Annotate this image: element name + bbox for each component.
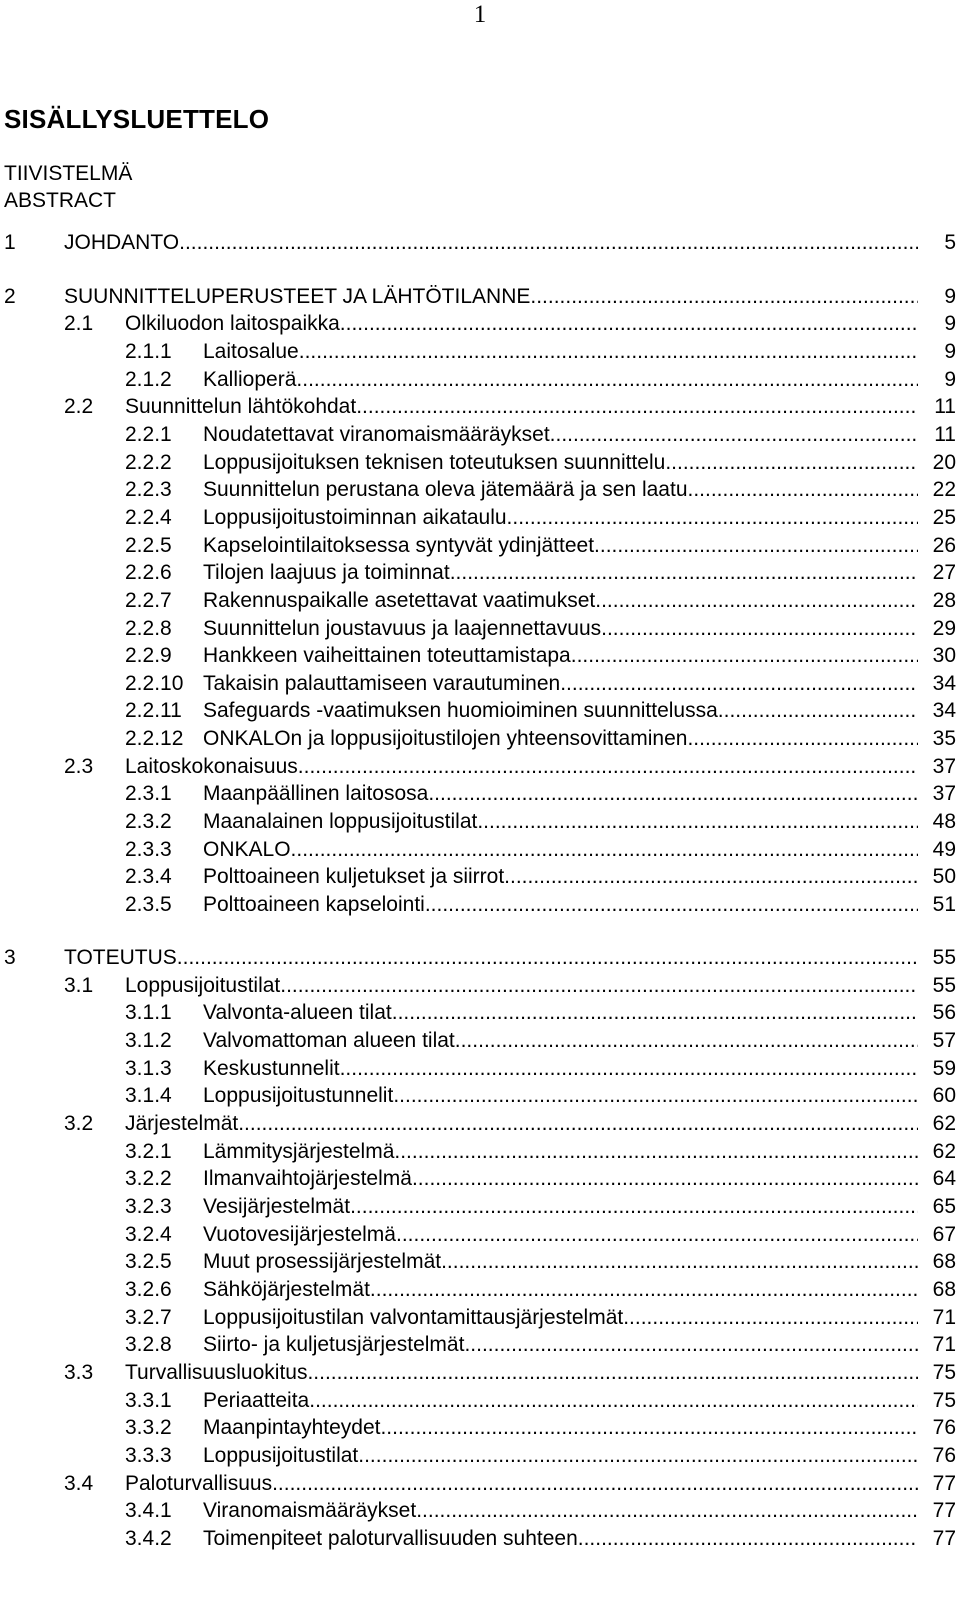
toc-entry-title: Valvonta-alueen tilat xyxy=(203,1001,392,1024)
toc-entry-page: 55 xyxy=(932,974,956,997)
toc-entry-page: 9 xyxy=(944,312,956,335)
toc-entry-title: Maanpäällinen laitososa xyxy=(203,782,429,805)
toc-entry-page: 65 xyxy=(932,1195,956,1218)
toc-entry-number: 2.2.2 xyxy=(125,451,172,474)
toc-entry-number: 2 xyxy=(4,285,16,308)
toc-entry[interactable] xyxy=(0,999,960,1027)
toc-entry-number: 2.2.4 xyxy=(125,506,172,529)
dot-leader xyxy=(340,1055,918,1083)
toc-entry-number: 2.2.11 xyxy=(125,699,182,722)
toc-entry-page: 68 xyxy=(932,1278,956,1301)
toc-entry-title: Polttoaineen kuljetukset ja siirrot xyxy=(203,865,505,888)
toc-entry-number: 3.2.1 xyxy=(125,1140,172,1163)
toc-entry-number: 3.2.6 xyxy=(125,1278,172,1301)
dot-leader xyxy=(560,670,918,698)
toc-entry-number: 3.4.2 xyxy=(125,1527,172,1550)
dot-leader xyxy=(296,366,918,394)
toc-entry[interactable] xyxy=(0,863,960,891)
toc-entry-title: Laitosalue xyxy=(203,340,299,363)
toc-entry[interactable] xyxy=(0,1470,960,1498)
toc-entry-number: 1 xyxy=(4,231,16,254)
dot-leader xyxy=(298,753,918,781)
toc-entry-title: Toimenpiteet paloturvallisuuden suhteen xyxy=(203,1527,578,1550)
dot-leader xyxy=(595,587,918,615)
toc-entry-page: 75 xyxy=(932,1361,956,1384)
toc-entry-number: 2.2.3 xyxy=(125,478,172,501)
toc-entry-title: Järjestelmät xyxy=(125,1112,239,1135)
toc-entry[interactable] xyxy=(0,393,960,421)
toc-entry[interactable] xyxy=(0,836,960,864)
toc-entry-number: 2.2.6 xyxy=(125,561,172,584)
dot-leader xyxy=(396,1221,918,1249)
toc-entry-page: 76 xyxy=(932,1416,956,1439)
toc-entry-title: Noudatettavat viranomaismääräykset xyxy=(203,423,550,446)
toc-entry-title: TOTEUTUS xyxy=(64,946,177,969)
toc-heading: SISÄLLYSLUETTELO xyxy=(4,104,270,134)
toc-entry-number: 3.1.4 xyxy=(125,1084,172,1107)
dot-leader xyxy=(507,504,918,532)
toc-entry[interactable] xyxy=(0,642,960,670)
toc-entry[interactable] xyxy=(0,559,960,587)
toc-entry[interactable] xyxy=(0,1193,960,1221)
toc-entry-title: Sähköjärjestelmät xyxy=(203,1278,370,1301)
toc-entry-number: 3.2.2 xyxy=(125,1167,172,1190)
toc-entry-title: Suunnittelun joustavuus ja laajennettavuus xyxy=(203,617,602,640)
toc-entry-page: 60 xyxy=(932,1084,956,1107)
toc-entry-title: Suunnittelun lähtökohdat xyxy=(125,395,357,418)
toc-entry-page: 9 xyxy=(944,285,956,308)
toc-entry-title: Periaatteita xyxy=(203,1389,310,1412)
dot-leader xyxy=(307,1359,918,1387)
toc-entry-title: ONKALO xyxy=(203,838,291,861)
dot-leader xyxy=(350,1193,918,1221)
toc-entry-title: Takaisin palauttamiseen varautuminen xyxy=(203,672,561,695)
toc-entry-number: 2.2.1 xyxy=(125,423,172,446)
dot-leader xyxy=(380,1414,918,1442)
toc-entry[interactable] xyxy=(0,1304,960,1332)
toc-entry-page: 35 xyxy=(932,727,956,750)
toc-entry-number: 2.2.10 xyxy=(125,672,184,695)
dot-leader xyxy=(370,1276,918,1304)
toc-entry-page: 9 xyxy=(944,340,956,363)
toc-entry-page: 64 xyxy=(932,1167,956,1190)
toc-entry-number: 3.1 xyxy=(64,974,94,997)
toc-entry-title: Paloturvallisuus xyxy=(125,1472,273,1495)
toc-entry-title: Vesijärjestelmät xyxy=(203,1195,351,1218)
toc-entry-title: Olkiluodon laitospaikka xyxy=(125,312,340,335)
toc-entry-number: 2.3.5 xyxy=(125,893,172,916)
toc-entry-number: 3.3.1 xyxy=(125,1389,172,1412)
dot-leader xyxy=(428,780,918,808)
toc-entry[interactable] xyxy=(0,1082,960,1110)
toc-entry[interactable] xyxy=(0,1525,960,1553)
toc-entry-page: 77 xyxy=(932,1472,956,1495)
toc-entry-page: 75 xyxy=(932,1389,956,1412)
dot-leader xyxy=(177,944,918,972)
toc-entry-page: 55 xyxy=(932,946,956,969)
toc-entry-number: 3.2.7 xyxy=(125,1306,172,1329)
toc-entry[interactable] xyxy=(0,421,960,449)
dot-leader xyxy=(601,615,918,643)
toc-entry-title: Loppusijoituksen teknisen toteutuksen suunnittelu xyxy=(203,451,666,474)
toc-entry-number: 2.2.12 xyxy=(125,727,184,750)
toc-entry-number: 3.2 xyxy=(64,1112,94,1135)
toc-entry[interactable] xyxy=(0,972,960,1000)
dot-leader xyxy=(412,1165,918,1193)
toc-entry-page: 22 xyxy=(932,478,956,501)
toc-entry-number: 3.2.3 xyxy=(125,1195,172,1218)
dot-leader xyxy=(594,532,918,560)
toc-entry-number: 2.3.4 xyxy=(125,865,172,888)
toc-entry-page: 5 xyxy=(944,231,956,254)
toc-entry-page: 11 xyxy=(934,423,956,446)
toc-entry-page: 62 xyxy=(932,1140,956,1163)
toc-entry-page: 37 xyxy=(932,755,956,778)
toc-entry-number: 3.1.3 xyxy=(125,1057,172,1080)
dot-leader xyxy=(623,1304,918,1332)
dot-leader xyxy=(392,999,918,1027)
toc-entry-number: 2.1.1 xyxy=(125,340,172,363)
toc-entry[interactable] xyxy=(0,780,960,808)
toc-entry-page: 67 xyxy=(932,1223,956,1246)
toc-entry-number: 2.2.8 xyxy=(125,617,172,640)
toc-entry[interactable] xyxy=(0,1359,960,1387)
toc-entry[interactable] xyxy=(0,753,960,781)
toc-entry[interactable] xyxy=(0,1414,960,1442)
toc-entry-title: Vuotovesijärjestelmä xyxy=(203,1223,396,1246)
toc-entry-title: Safeguards -vaatimuksen huomioiminen suunnittelussa xyxy=(203,699,718,722)
dot-leader xyxy=(504,863,918,891)
dot-leader xyxy=(425,891,918,919)
toc-entry-title: Kallioperä xyxy=(203,368,297,391)
toc-entry[interactable] xyxy=(0,229,960,257)
toc-entry-page: 20 xyxy=(932,451,956,474)
toc-entry-number: 2.2.5 xyxy=(125,534,172,557)
toc-entry-title: SUUNNITTELUPERUSTEET JA LÄHTÖTILANNE xyxy=(64,285,531,308)
toc-entry-title: JOHDANTO xyxy=(64,231,180,254)
toc-entry-title: Laitoskokonaisuus xyxy=(125,755,298,778)
toc-entry-number: 3 xyxy=(4,946,16,969)
dot-leader xyxy=(441,1248,918,1276)
toc-entry[interactable] xyxy=(0,1165,960,1193)
dot-leader xyxy=(309,1387,918,1415)
toc-entry-title: Hankkeen vaiheittainen toteuttamistapa xyxy=(203,644,571,667)
toc-entry-number: 3.2.8 xyxy=(125,1333,172,1356)
toc-entry-page: 50 xyxy=(932,865,956,888)
toc-entry-page: 76 xyxy=(932,1444,956,1467)
toc-entry[interactable] xyxy=(0,944,960,972)
toc-entry[interactable] xyxy=(0,283,960,311)
toc-entry[interactable] xyxy=(0,1055,960,1083)
toc-entry-title: Loppusijoitustilat xyxy=(203,1444,359,1467)
toc-entry-number: 3.2.4 xyxy=(125,1223,172,1246)
toc-entry-number: 2.3 xyxy=(64,755,94,778)
front-matter-abstract-en: ABSTRACT xyxy=(4,189,117,212)
toc-entry-page: 29 xyxy=(932,617,956,640)
toc-entry-title: Tilojen laajuus ja toiminnat xyxy=(203,561,450,584)
toc-entry[interactable] xyxy=(0,891,960,919)
toc-entry-page: 30 xyxy=(932,644,956,667)
toc-entry[interactable] xyxy=(0,1331,960,1359)
dot-leader xyxy=(272,1470,918,1498)
toc-entry-title: Suunnittelun perustana oleva jätemäärä ja sen laatu xyxy=(203,478,688,501)
dot-leader xyxy=(665,449,918,477)
toc-entry[interactable] xyxy=(0,670,960,698)
toc-entry-title: Polttoaineen kapselointi xyxy=(203,893,425,916)
toc-entry-page: 27 xyxy=(932,561,956,584)
toc-entry[interactable] xyxy=(0,587,960,615)
toc-entry-number: 3.3.3 xyxy=(125,1444,172,1467)
toc-entry-title: Keskustunnelit xyxy=(203,1057,340,1080)
toc-entry[interactable] xyxy=(0,338,960,366)
toc-entry-number: 2.3.1 xyxy=(125,782,172,805)
toc-entry-page: 26 xyxy=(932,534,956,557)
toc-entry-page: 71 xyxy=(932,1306,956,1329)
dot-leader xyxy=(291,836,918,864)
toc-entry[interactable] xyxy=(0,1442,960,1470)
toc-entry-page: 34 xyxy=(932,699,956,722)
toc-entry[interactable] xyxy=(0,366,960,394)
toc-entry-number: 3.3.2 xyxy=(125,1416,172,1439)
toc-entry[interactable] xyxy=(0,1497,960,1525)
toc-entry-title: ONKALOn ja loppusijoitustilojen yhteensovittaminen xyxy=(203,727,688,750)
dot-leader xyxy=(550,421,918,449)
toc-entry[interactable] xyxy=(0,310,960,338)
toc-entry-page: 57 xyxy=(932,1029,956,1052)
toc-entry-page: 9 xyxy=(944,368,956,391)
toc-entry[interactable] xyxy=(0,1027,960,1055)
dot-leader xyxy=(687,725,918,753)
toc-entry-title: Maanalainen loppusijoitustilat xyxy=(203,810,478,833)
toc-entry-title: Rakennuspaikalle asetettavat vaatimukset xyxy=(203,589,596,612)
toc-entry-title: Loppusijoitustoiminnan aikataulu xyxy=(203,506,507,529)
toc-entry-page: 34 xyxy=(932,672,956,695)
toc-entry-title: Loppusijoitustilat xyxy=(125,974,281,997)
toc-entry-page: 59 xyxy=(932,1057,956,1080)
dot-leader xyxy=(455,1027,918,1055)
toc-entry-title: Siirto- ja kuljetusjärjestelmät xyxy=(203,1333,465,1356)
toc-entry-page: 37 xyxy=(932,782,956,805)
dot-leader xyxy=(356,393,918,421)
toc-entry-title: Valvomattoman alueen tilat xyxy=(203,1029,455,1052)
toc-entry-number: 2.3.2 xyxy=(125,810,172,833)
toc-entry-page: 68 xyxy=(932,1250,956,1273)
toc-entry-title: Viranomaismääräykset xyxy=(203,1499,417,1522)
toc-entry[interactable] xyxy=(0,615,960,643)
dot-leader xyxy=(394,1138,918,1166)
toc-entry-number: 2.1.2 xyxy=(125,368,172,391)
toc-entry-number: 2.2 xyxy=(64,395,94,418)
front-matter-abstract-fi: TIIVISTELMÄ xyxy=(4,162,133,185)
toc-entry-title: Loppusijoitustunnelit xyxy=(203,1084,394,1107)
dot-leader xyxy=(340,310,918,338)
page-number: 1 xyxy=(473,1,487,28)
toc-entry-page: 71 xyxy=(932,1333,956,1356)
dot-leader xyxy=(718,697,918,725)
toc-entry-title: Muut prosessijärjestelmät xyxy=(203,1250,442,1273)
toc-entry-page: 56 xyxy=(932,1001,956,1024)
toc-entry-title: Kapselointilaitoksessa syntyvät ydinjätteet xyxy=(203,534,595,557)
toc-entry-title: Ilmanvaihtojärjestelmä xyxy=(203,1167,412,1190)
dot-leader xyxy=(464,1331,918,1359)
toc-entry-page: 62 xyxy=(932,1112,956,1135)
toc-entry-number: 3.4.1 xyxy=(125,1499,172,1522)
toc-entry-page: 77 xyxy=(932,1527,956,1550)
dot-leader xyxy=(299,338,918,366)
toc-entry-title: Lämmitysjärjestelmä xyxy=(203,1140,395,1163)
toc-entry-number: 3.1.2 xyxy=(125,1029,172,1052)
toc-entry[interactable] xyxy=(0,1138,960,1166)
toc-entry-title: Loppusijoitustilan valvontamittausjärjestelmät xyxy=(203,1306,624,1329)
toc-entry-page: 49 xyxy=(932,838,956,861)
toc-entry-page: 11 xyxy=(934,395,956,418)
toc-entry[interactable] xyxy=(0,1387,960,1415)
toc-entry-number: 3.3 xyxy=(64,1361,94,1384)
toc-entry-page: 48 xyxy=(932,810,956,833)
toc-entry[interactable] xyxy=(0,1276,960,1304)
dot-leader xyxy=(358,1442,918,1470)
toc-entry[interactable] xyxy=(0,1110,960,1138)
toc-entry-number: 2.2.9 xyxy=(125,644,172,667)
toc-entry-number: 2.3.3 xyxy=(125,838,172,861)
toc-entry-number: 2.2.7 xyxy=(125,589,172,612)
toc-entry-page: 28 xyxy=(932,589,956,612)
dot-leader xyxy=(416,1497,918,1525)
toc-entry[interactable] xyxy=(0,808,960,836)
toc-entry[interactable] xyxy=(0,504,960,532)
toc-entry-number: 3.1.1 xyxy=(125,1001,172,1024)
dot-leader xyxy=(688,476,919,504)
toc-entry-number: 3.2.5 xyxy=(125,1250,172,1273)
toc-entry-title: Turvallisuusluokitus xyxy=(125,1361,308,1384)
dot-leader xyxy=(450,559,918,587)
toc-entry[interactable] xyxy=(0,697,960,725)
toc-entry[interactable] xyxy=(0,532,960,560)
dot-leader xyxy=(578,1525,918,1553)
toc-entry[interactable] xyxy=(0,725,960,753)
toc-entry[interactable] xyxy=(0,449,960,477)
toc-entry-page: 25 xyxy=(932,506,956,529)
dot-leader xyxy=(238,1110,918,1138)
toc-entry-page: 51 xyxy=(932,893,956,916)
dot-leader xyxy=(530,283,918,311)
toc-entry[interactable] xyxy=(0,1221,960,1249)
dot-leader xyxy=(179,229,918,257)
toc-entry-number: 3.4 xyxy=(64,1472,94,1495)
toc-entry[interactable] xyxy=(0,1248,960,1276)
toc-entry-title: Maanpintayhteydet xyxy=(203,1416,381,1439)
toc-entry-number: 2.1 xyxy=(64,312,94,335)
dot-leader xyxy=(280,972,918,1000)
toc-entry[interactable] xyxy=(0,476,960,504)
dot-leader xyxy=(477,808,918,836)
dot-leader xyxy=(393,1082,918,1110)
dot-leader xyxy=(571,642,918,670)
toc-entry-page: 77 xyxy=(932,1499,956,1522)
